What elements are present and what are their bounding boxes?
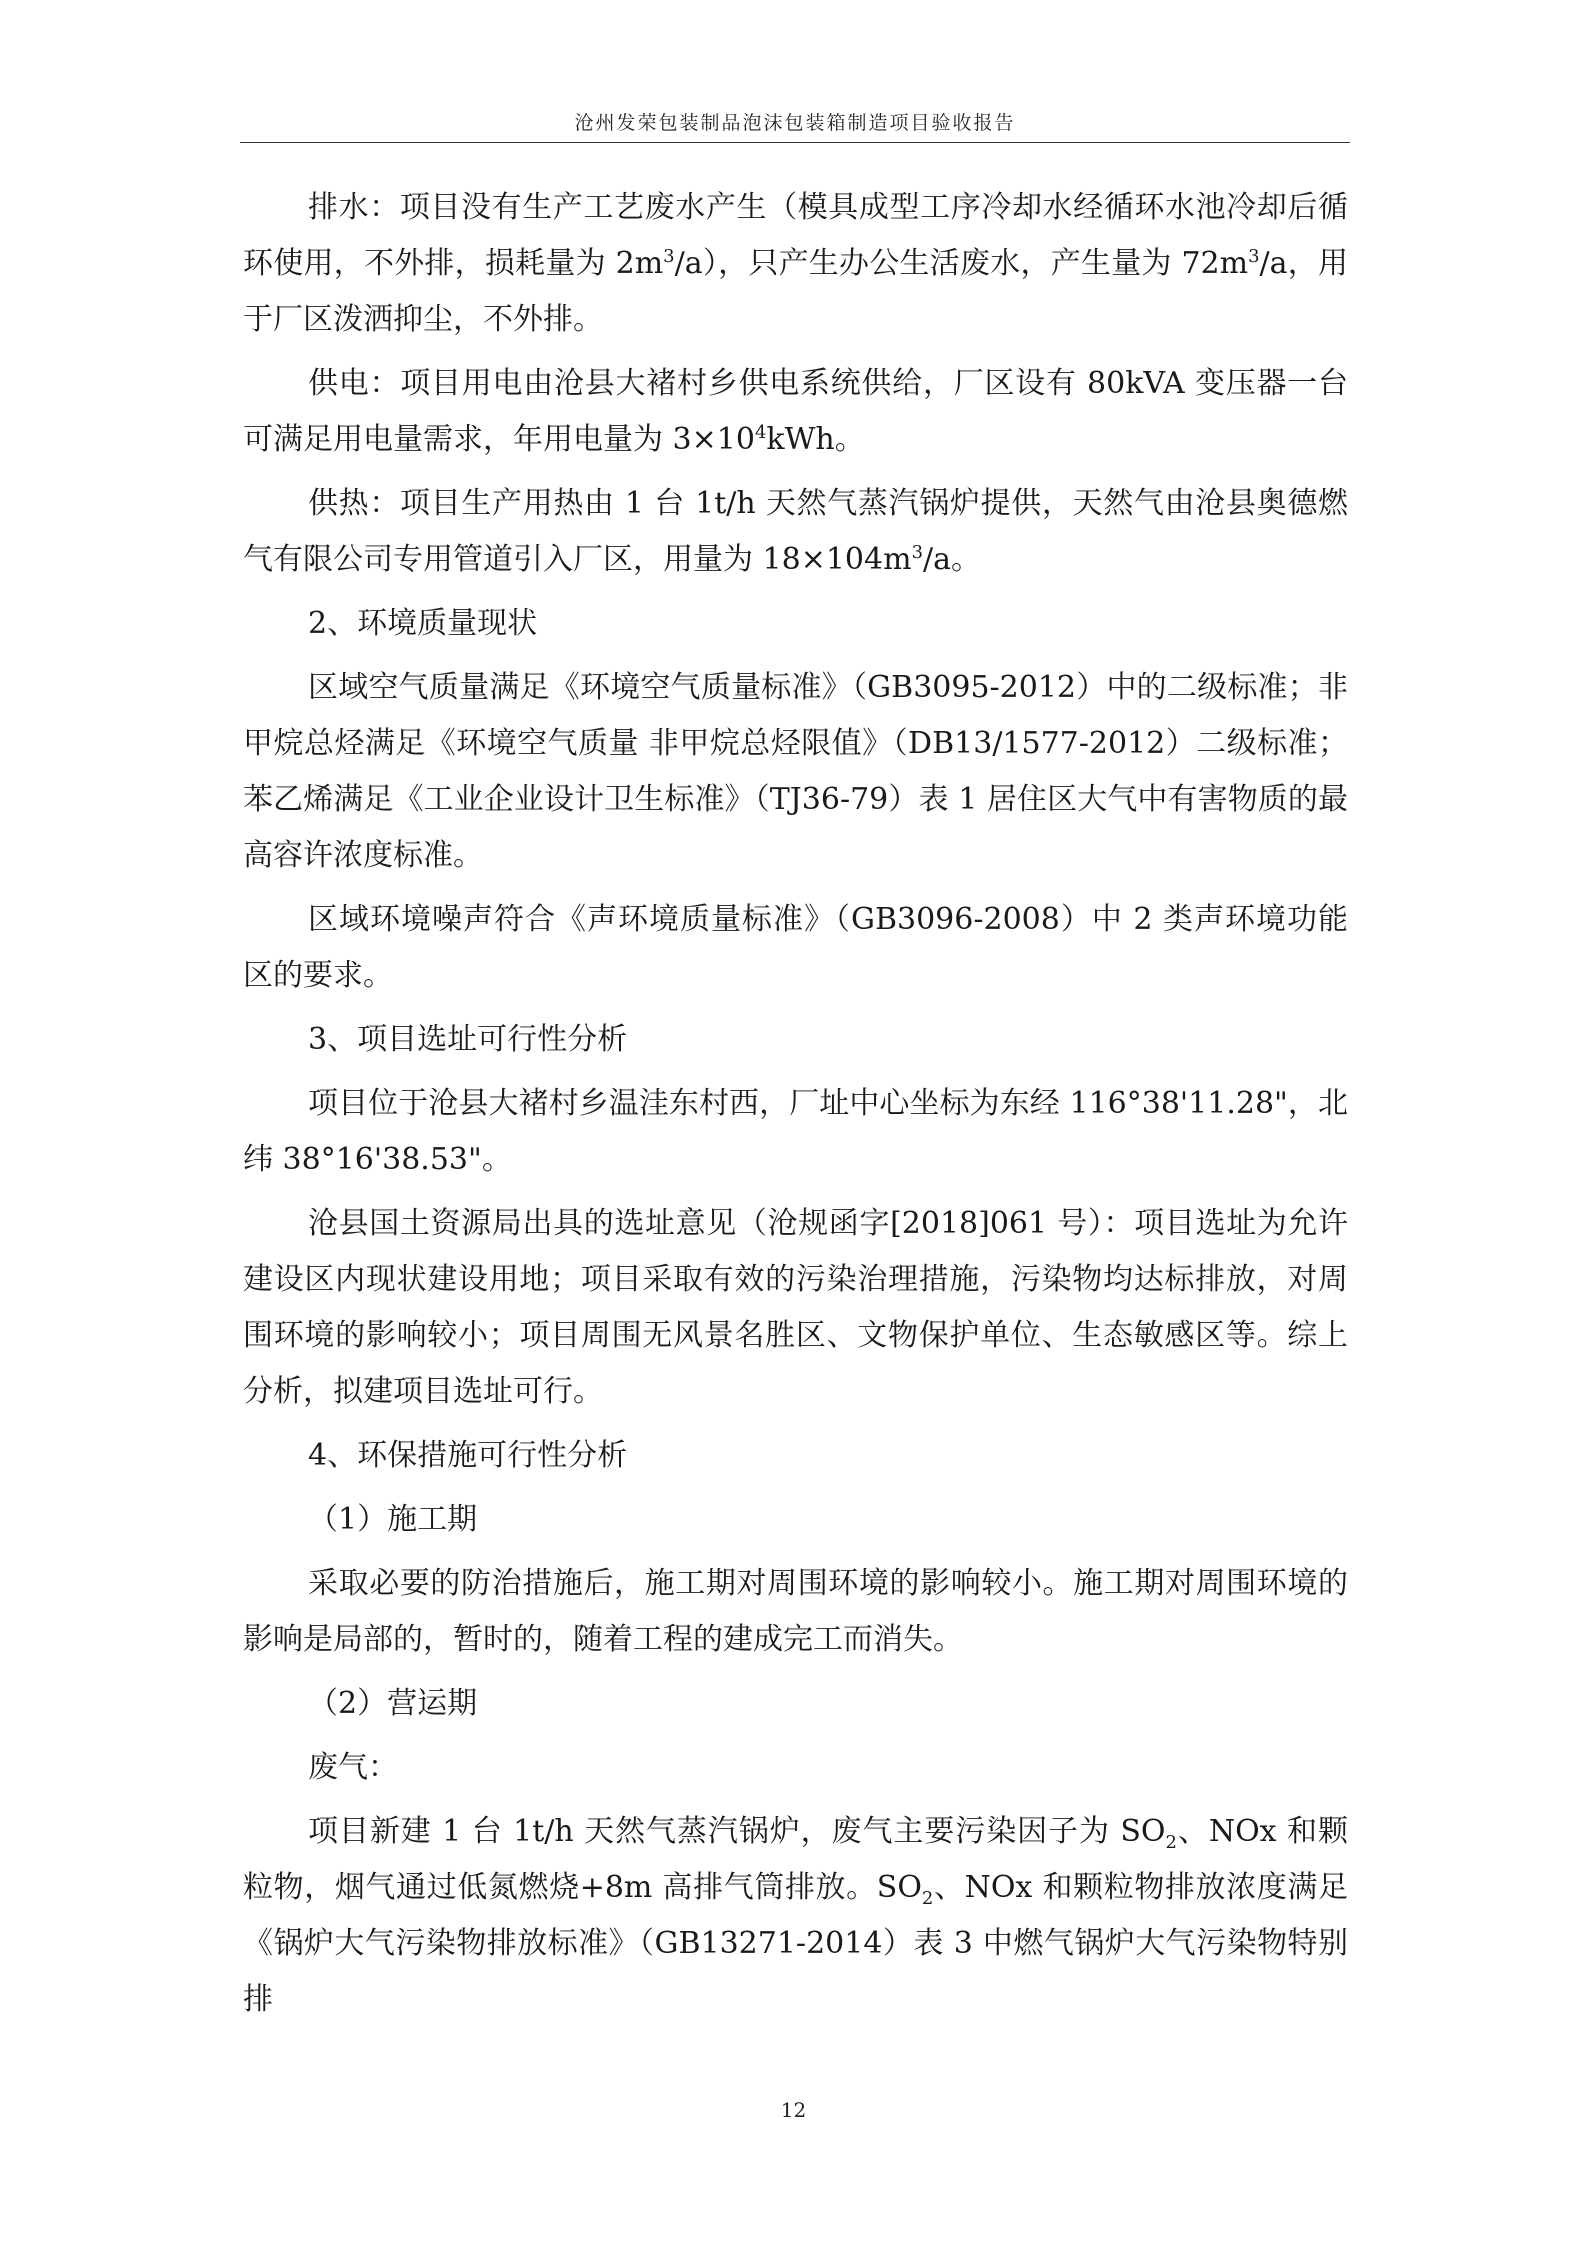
paragraph-exhaust-label: 废气：	[308, 1750, 398, 1785]
subheading-operation: （2）营运期	[308, 1686, 478, 1721]
paragraph-drainage	[243, 180, 1348, 348]
section-heading-3: 3、项目选址可行性分析	[308, 1022, 628, 1057]
paragraph-site-opinion: 沧县国土资源局出具的选址意见（沧规函字[2018]061 号）：项目选址为允许建设区内现状建设用地；项目采取有效的污染治理措施，污染物均达标排放，对周围环境的影响较小；项目周围无风景名胜区、文物保护单位、生态敏感区等。综上分析，拟建项目选址可行。	[243, 1206, 1348, 1409]
document-body	[243, 180, 1348, 2036]
text-span: 排水：项目没有生产工艺废水产生（模具成型工序冷却水经循环水池冷却后循环使用，不外排，损耗量为 2m	[243, 190, 1348, 281]
subscript: 2	[1165, 1832, 1177, 1853]
text-span: kWh。	[766, 422, 865, 457]
section-heading-4: 4、环保措施可行性分析	[308, 1438, 628, 1473]
superscript: 3	[911, 542, 924, 563]
subscript: 2	[921, 1888, 934, 1909]
paragraph-air-quality: 区域空气质量满足《环境空气质量标准》（GB3095-2012）中的二级标准；非甲烷总烃满足《环境空气质量 非甲烷总烃限值》（DB13/1577-2012）二级标准；苯乙烯满足《工业企业设计卫生标准》（TJ36-79）表 1 居住区大气中有害物质的最高容许浓度标准。	[243, 670, 1348, 873]
subheading-construction: （1）施工期	[308, 1502, 478, 1537]
text-span: 供电：项目用电由沧县大褚村乡供电系统供给，厂区设有 80kVA 变压器一台可满足用电量需求，年用电量为 3×10	[243, 366, 1348, 457]
superscript: 3	[663, 246, 675, 267]
text-span: 项目新建 1 台 1t/h 天然气蒸汽锅炉，废气主要污染因子为 SO	[308, 1814, 1166, 1849]
text-span: /a），只产生办公生活废水，产生量为 72m	[674, 246, 1249, 281]
section-heading-2: 2、环境质量现状	[308, 606, 538, 641]
text-span: /a，用于厂区泼洒抑尘，不外排。	[243, 246, 1348, 337]
paragraph-boiler	[243, 1804, 1348, 2028]
superscript: 4	[754, 422, 767, 443]
text-span: 供热：项目生产用热由 1 台 1t/h 天然气蒸汽锅炉提供，天然气由沧县奥德燃气有限公司专用管道引入厂区，用量为 18×104m	[243, 486, 1348, 577]
paragraph-power	[243, 356, 1348, 468]
paragraph-construction: 采取必要的防治措施后，施工期对周围环境的影响较小。施工期对周围环境的影响是局部的，暂时的，随着工程的建成完工而消失。	[243, 1566, 1348, 1657]
superscript: 3	[1248, 246, 1260, 267]
paragraph-heating	[243, 476, 1348, 588]
text-span: /a。	[923, 542, 982, 577]
page-header-title: 沧州发荣包装制品泡沫包装箱制造项目验收报告	[574, 112, 1016, 134]
paragraph-noise: 区域环境噪声符合《声环境质量标准》（GB3096-2008）中 2 类声环境功能区的要求。	[243, 902, 1348, 993]
paragraph-location: 项目位于沧县大褚村乡温洼东村西，厂址中心坐标为东经 116°38'11.28"，北纬 38°16'38.53"。	[243, 1086, 1348, 1177]
page-number: 12	[780, 2098, 807, 2122]
header-divider	[240, 142, 1350, 143]
text-span: 、NOx 和颗粒物排放浓度满足《锅炉大气污染物排放标准》（GB13271-2014）表 3 中燃气锅炉大气污染物特别排	[243, 1870, 1348, 2017]
text-span: 、NOx 和颗粒物，烟气通过低氮燃烧+8m 高排气筒排放。SO	[243, 1814, 1348, 1905]
